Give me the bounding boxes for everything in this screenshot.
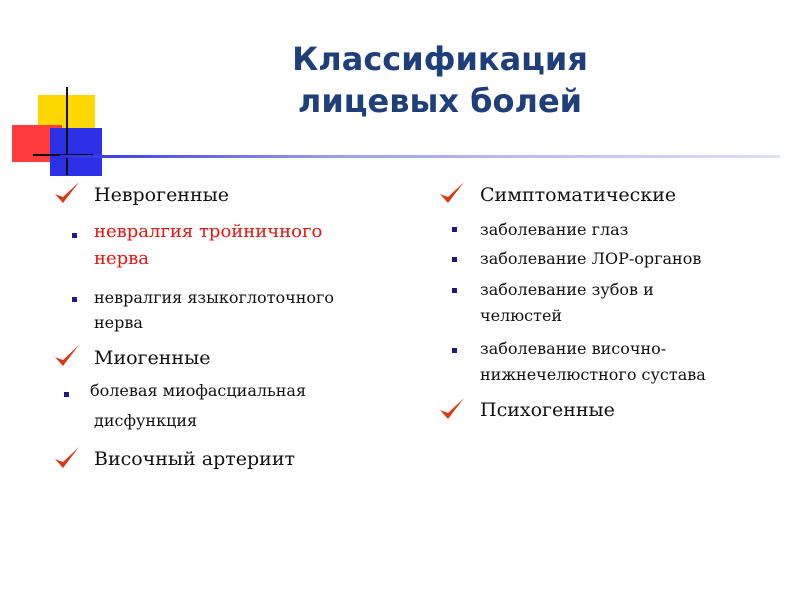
square-bullet-icon xyxy=(452,348,457,353)
heading-temporal-arteritis: Височный артериит xyxy=(94,448,296,470)
square-bullet-icon xyxy=(452,257,457,262)
slide-title xyxy=(210,38,670,122)
square-bullet-icon xyxy=(452,288,457,293)
list-item-tmj-disease-line1: заболевание височно- xyxy=(480,339,667,358)
list-item-tmj-disease-line2: нижнечелюстного сустава xyxy=(480,365,706,384)
decorative-blue-square xyxy=(50,128,102,176)
list-item-glossopharyngeal-line2: нерва xyxy=(94,313,143,332)
list-item-trigeminal-line2: нерва xyxy=(94,248,150,269)
square-bullet-icon xyxy=(452,227,457,232)
title-divider xyxy=(60,155,780,158)
heading-symptomatic: Симптоматические xyxy=(480,184,677,206)
list-item-eye-disease: заболевание глаз xyxy=(480,220,629,239)
list-item-teeth-disease-line1: заболевание зубов и xyxy=(480,280,654,299)
square-bullet-icon xyxy=(72,233,77,238)
title-line-2: лицевых болей xyxy=(297,82,583,120)
list-item-glossopharyngeal-line1: невралгия языкоглоточного xyxy=(94,288,335,307)
checkmark-icon xyxy=(437,396,467,422)
list-item-myofascial-line2: дисфункция xyxy=(94,411,198,430)
checkmark-icon xyxy=(437,180,467,206)
checkmark-icon xyxy=(52,343,82,369)
checkmark-icon xyxy=(52,445,82,471)
list-item-teeth-disease-line2: челюстей xyxy=(480,306,563,325)
list-item-trigeminal-line1: невралгия тройничного xyxy=(94,221,323,242)
square-bullet-icon xyxy=(72,297,77,302)
heading-psychogenic: Психогенные xyxy=(480,399,615,421)
heading-neurogenic: Неврогенные xyxy=(94,184,230,206)
heading-myogenic: Миогенные xyxy=(94,347,211,369)
square-bullet-icon xyxy=(64,392,69,397)
list-item-myofascial-line1: болевая миофасциальная xyxy=(90,381,307,400)
list-item-ent-disease: заболевание ЛОР-органов xyxy=(480,249,702,268)
title-line-1: Классификация xyxy=(292,40,588,78)
checkmark-icon xyxy=(52,180,82,206)
decorative-vertical-line xyxy=(66,87,68,175)
